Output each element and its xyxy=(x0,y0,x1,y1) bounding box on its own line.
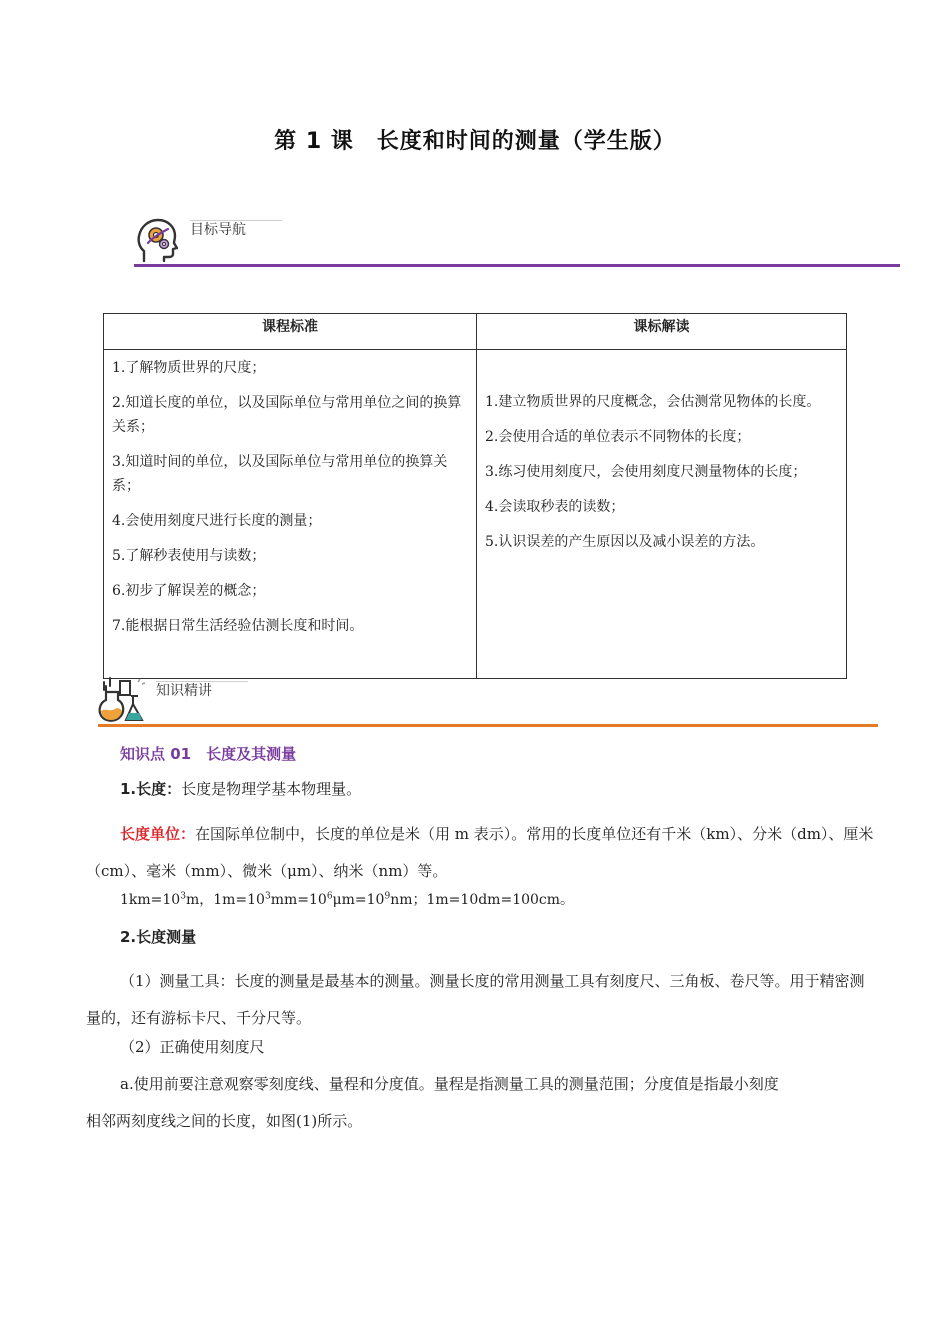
standard-item: 3.知道时间的单位，以及国际单位与常用单位的换算关系； xyxy=(112,454,448,494)
standard-item: 5.了解秒表使用与读数； xyxy=(112,548,266,564)
knowledge-point-title: 知识点 01 长度及其测量 xyxy=(120,745,297,763)
curriculum-table xyxy=(103,313,847,679)
conversion-text: 1km=10 xyxy=(120,892,181,908)
interpretation-item: 4.会读取秒表的读数； xyxy=(485,499,625,515)
paragraph-length xyxy=(86,779,876,799)
conversion-text: mm=10 xyxy=(270,892,327,908)
section-divider-purple xyxy=(134,264,900,267)
standard-item: 2.知道长度的单位，以及国际单位与常用单位之间的换算关系； xyxy=(112,395,462,435)
heading-length-measurement xyxy=(86,927,876,947)
interpretation-item: 2.会使用合适的单位表示不同物体的长度； xyxy=(485,429,751,445)
conversion-text: nm；1m=10dm=100cm。 xyxy=(390,892,575,908)
page-title: 第 1 课 长度和时间的测量（学生版） xyxy=(274,129,676,154)
exponent: 9 xyxy=(384,891,391,902)
conversion-text: m，1m=10 xyxy=(185,892,265,908)
standard-item: 1.了解物质世界的尺度； xyxy=(112,360,266,376)
paragraph-ruler-a-line2: 相邻两刻度线之间的长度，如图(1)所示。 xyxy=(86,1112,363,1130)
standard-item: 7.能根据日常生活经验估测长度和时间。 xyxy=(112,618,364,634)
length-lead: 1.长度： xyxy=(120,780,182,798)
exponent: 3 xyxy=(264,891,271,902)
table-header-interpretation: 课标解读 xyxy=(477,314,847,350)
paragraph-units xyxy=(86,816,876,890)
unit-conversion xyxy=(86,890,876,910)
paragraph-tools: （1）测量工具：长度的测量是最基本的测量。测量长度的常用测量工具有刻度尺、三角板、卷尺等。用于精密测量的，还有游标卡尺、千分尺等。 xyxy=(86,972,865,1027)
standard-item: 6.初步了解误差的概念； xyxy=(112,583,266,599)
exponent: 3 xyxy=(180,891,186,902)
subheading: 2.长度测量 xyxy=(120,928,197,946)
paragraph-ruler-usage: （2）正确使用刻度尺 xyxy=(120,1038,265,1056)
head-gears-icon xyxy=(136,217,178,263)
unit-lead: 长度单位： xyxy=(120,825,196,843)
section-header-goals xyxy=(134,215,900,267)
conversion-text: μm=10 xyxy=(332,892,385,908)
section-header-knowledge xyxy=(98,674,878,728)
table-header-standards: 课程标准 xyxy=(104,314,477,350)
standards-cell xyxy=(104,350,477,679)
section-label-knowledge: 知识精讲 xyxy=(156,683,212,699)
interpretation-item: 5.认识误差的产生原因以及减小误差的方法。 xyxy=(485,534,765,550)
section-label-goals: 目标导航 xyxy=(190,222,246,238)
paragraph-ruler-a-line1: a.使用前要注意观察零刻度线、量程和分度值。量程是指测量工具的测量范围；分度值是指最小刻度 xyxy=(120,1075,779,1093)
length-text: 长度是物理学基本物理量。 xyxy=(181,780,362,798)
interpretation-item: 3.练习使用刻度尺，会使用刻度尺测量物体的长度； xyxy=(485,464,807,480)
interpretation-cell xyxy=(477,350,847,679)
interpretation-item: 1.建立物质世界的尺度概念，会估测常见物体的长度。 xyxy=(485,394,821,410)
exponent: 6 xyxy=(326,891,333,902)
lab-flask-icon xyxy=(98,676,146,724)
unit-text: 在国际单位制中，长度的单位是米（用 m 表示）。常用的长度单位还有千米（km）、分米（dm）、厘米（cm）、毫米（mm）、微米（μm）、纳米（nm）等。 xyxy=(86,825,874,880)
section-divider-orange xyxy=(98,724,878,727)
standard-item: 4.会使用刻度尺进行长度的测量； xyxy=(112,513,322,529)
